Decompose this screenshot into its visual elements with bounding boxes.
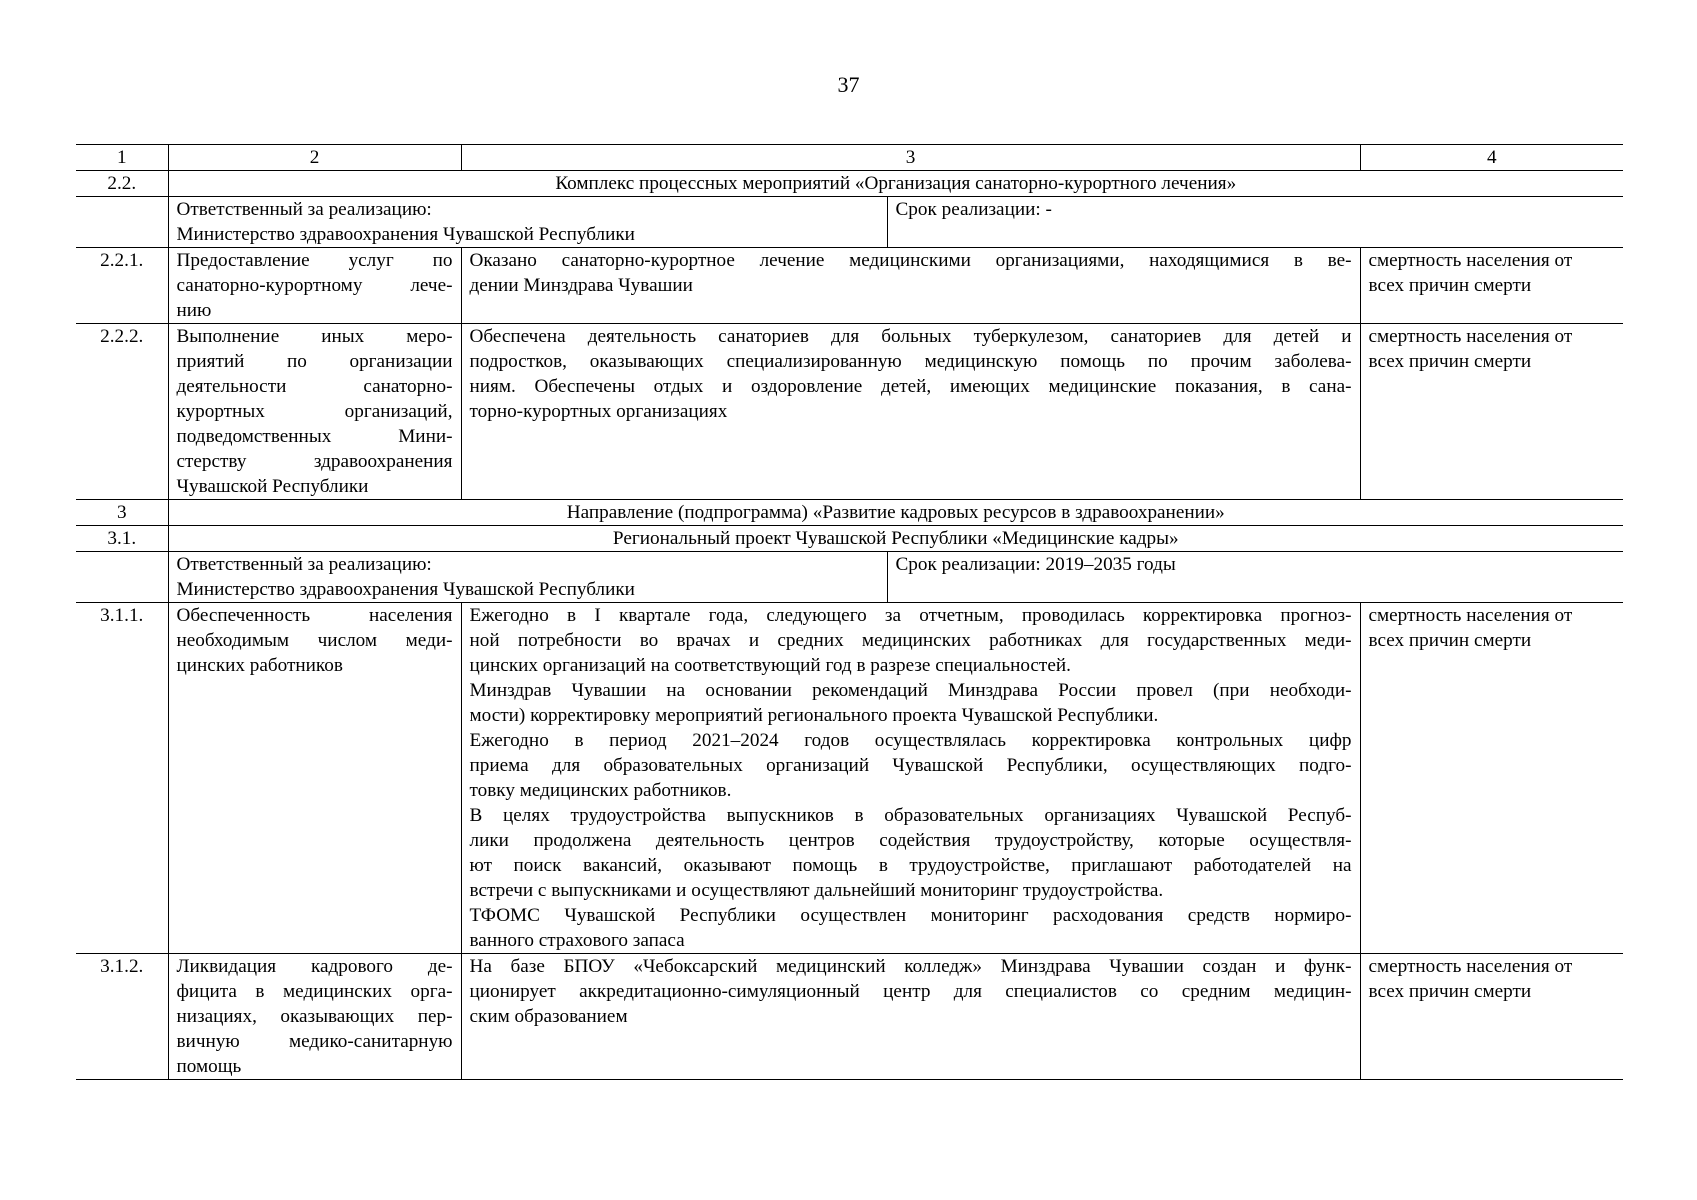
header-col-3: 3 — [461, 145, 1360, 171]
table-row — [76, 248, 1623, 324]
header-col-2: 2 — [168, 145, 461, 171]
header-col-1: 1 — [76, 145, 168, 171]
page-number: 37 — [837, 72, 860, 97]
item-name: Предоставление услуг по санаторно-курортному лече- нию — [168, 248, 461, 324]
item-number: 2.2.1. — [76, 248, 168, 324]
table-header-row — [76, 145, 1623, 171]
item-name: Ликвидация кадрового де- фицита в медицинских орга- низациях, оказывающих пер- вичную медико-санитарную помощь — [168, 954, 461, 1080]
responsible-label: Ответственный за реализацию: — [176, 199, 432, 220]
responsible-cell — [168, 197, 887, 248]
section-row — [76, 171, 1623, 197]
header-col-4: 4 — [1360, 145, 1623, 171]
item-result: Оказано санаторно-курортное лечение медицинскими организациями, находящимися в ве- дении Минздрава Чувашии — [461, 248, 1360, 324]
item-number: 3.1.2. — [76, 954, 168, 1080]
item-result: На базе БПОУ «Чебоксарский медицинский колледж» Минздрава Чувашии создан и функ- ционирует аккредитационно-симуляционный центр для специалистов со средним медицин- ским образованием — [461, 954, 1360, 1080]
item-name: Обеспеченность населения необходимым числом меди- цинских работников — [168, 603, 461, 954]
item-result: Ежегодно в I квартале года, следующего за отчетным, проводилась корректировка прогноз- ной потребности во врачах и средних медицинских работниках для государственных меди- цинских организаций на соответствующий год в разрезе специальностей. Минздрав Чувашии на основании рекомендаций Минздрава России провел (при необходи- мости) корректировку мероприятий регионального проекта Чувашской Республики. Ежегодно в период 2021–2024 годов осуществлялась корректировка контрольных цифр приема для образовательных организаций Чувашской Республики, осуществляющих подго- товку медицинских работников. В целях трудоустройства выпускников в образовательных организациях Чувашской Респуб- лики продолжена деятельность центров содействия трудоустройству, которые осуществля- ют поиск вакансий, оказывают помощь в трудоустройстве, приглашают работодателей на встречи с выпускниками и осуществляют дальнейший мониторинг трудоустройства. ТФОМС Чувашской Республики осуществлен мониторинг расходования средств нормиро- ванного страхового запаса — [461, 603, 1360, 954]
section-number: 3.1. — [76, 526, 168, 552]
term-cell: Срок реализации: 2019–2035 годы — [887, 552, 1623, 603]
item-indicator: смертность населения от всех причин смерти — [1360, 248, 1623, 324]
section-number: 2.2. — [76, 171, 168, 197]
table-row — [76, 954, 1623, 1080]
item-number: 3.1.1. — [76, 603, 168, 954]
table-row — [76, 324, 1623, 500]
section-row — [76, 526, 1623, 552]
item-number: 2.2.2. — [76, 324, 168, 500]
item-indicator: смертность населения от всех причин смерти — [1360, 603, 1623, 954]
responsible-org: Министерство здравоохранения Чувашской Республики — [176, 224, 635, 245]
item-indicator: смертность населения от всех причин смерти — [1360, 954, 1623, 1080]
table-row — [76, 603, 1623, 954]
section-title: Направление (подпрограмма) «Развитие кадровых ресурсов в здравоохранении» — [168, 500, 1623, 526]
item-name: Выполнение иных меро- приятий по организации деятельности санаторно- курортных организаций, подведомственных Мини- стерству здравоохранения Чувашской Республики — [168, 324, 461, 500]
responsible-label: Ответственный за реализацию: — [176, 554, 432, 575]
section-number: 3 — [76, 500, 168, 526]
empty-cell — [76, 197, 168, 248]
empty-cell — [76, 552, 168, 603]
responsible-row — [76, 197, 1623, 248]
section-title: Комплекс процессных мероприятий «Организация санаторно-курортного лечения» — [168, 171, 1623, 197]
term-cell: Срок реализации: - — [887, 197, 1623, 248]
responsible-cell — [168, 552, 887, 603]
report-table — [76, 144, 1623, 1080]
item-result: Обеспечена деятельность санаториев для больных туберкулезом, санаториев для детей и подростков, оказывающих специализированную медицинскую помощь по прочим заболева- ниям. Обеспечены отдых и оздоровление детей, имеющих медицинские показания, в сана- торно-курортных организациях — [461, 324, 1360, 500]
responsible-row — [76, 552, 1623, 603]
section-row — [76, 500, 1623, 526]
responsible-org: Министерство здравоохранения Чувашской Республики — [176, 579, 635, 600]
item-indicator: смертность населения от всех причин смерти — [1360, 324, 1623, 500]
section-title: Региональный проект Чувашской Республики «Медицинские кадры» — [168, 526, 1623, 552]
